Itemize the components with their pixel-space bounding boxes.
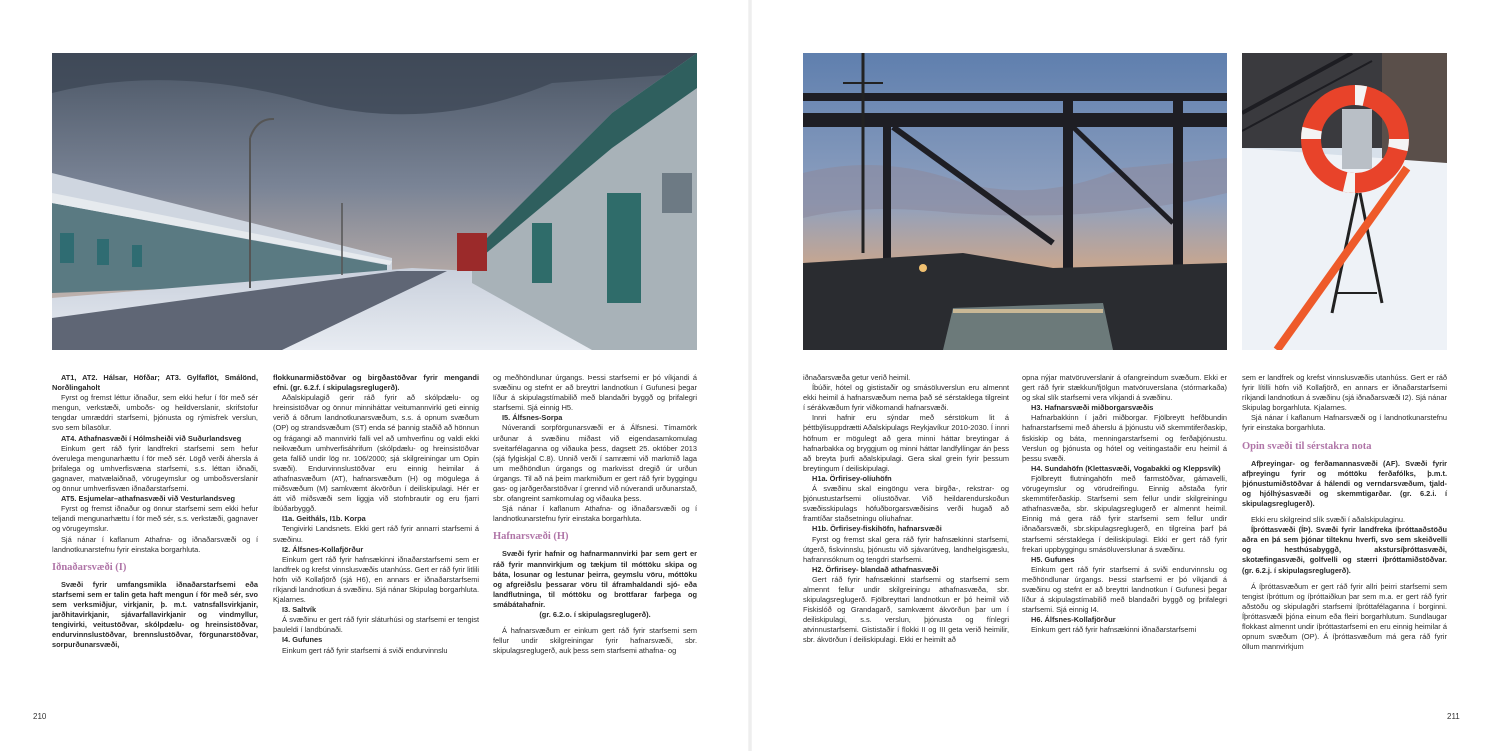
paragraph: Ekki eru skilgreind slík svæði í aðalskipulaginu. [1251,515,1406,525]
right-column-3 [1242,373,1447,652]
paragraph: Einkum gert ráð fyrir starfsemi á sviði endurvinnslu og meðhöndlunar úrgangs. Þessi starfsemi er þó víkjandi á svæðinu og stefnt er að breyttri landnotkun í Gufunesi þegar líður á skipulagstímabilið með blandaðri byggð og þrifalegri starfsemi. Sjá einnig I4. [1022,564,1227,615]
heading-h4: H4. Sundahöfn (Klettasvæði, Vogabakki og Kleppsvík) [1031,463,1221,473]
paragraph: sem er landfrek og krefst vinnslusvæðis utanhúss. Gert er ráð fyrir lítilli höfn við Kollafjörð, en annars er iðnaðarstarfsemi ríkjandi landnotkun á svæðinu (sjá iðnaðarsvæði I2). Sjá nánar Skipulag borgarhluta. Kjalarnes. [1242,373,1447,413]
paragraph: Fyrst og fremst iðnaður og önnur starfsemi sem ekki hefur teljandi mengunarhættu í för með sér, s.s. verkstæði, gagnaver og vörugeymslur. [52,504,258,534]
heading-i2: I2. Álfsnes-Kollafjörður [282,544,364,554]
paragraph: og meðhöndlunar úrgangs. Þessi starfsemi er þó víkjandi á svæðinu og stefnt er að breyttri landnotkun í Gufunesi þegar líður á skipulagstímabilið með blandaðri byggð og þrifalegri starfsemi. Sjá einnig H5. [493,373,697,413]
bold-definition: Svæði fyrir umfangsmikla iðnaðarstarfsemi eða starfsemi sem er talin geta haft mengun í för með sér, svo sem verksmiðjur, virkjanir, þ. m.t. vatnsfallsvirkjanir, jarðhitavirkjanir, sjávarfallavirkjanir og vindmyllur, tengivirki, veitustöðvar, skólpdælu- og hreinsistöðvar, endurvinnslustöðvar, brennslustöðvar, förgunarstöðvar, sorpurðunarsvæði, [52,579,258,650]
paragraph: Sjá nánar í kaflanum Athafna- og iðnaðarsvæði og í landnotkunarstefnu fyrir einstaka borgarhluta. [493,504,697,524]
heading-at4: AT4. Athafnasvæði í Hólmsheiði við Suðurlandsveg [61,433,242,443]
paragraph: Sjá nánar í kaflanum Athafna- og iðnaðarsvæði og í landnotkunarstefnu fyrir einstaka borgarhluta. [52,534,258,554]
heading-at5: AT5. Esjumelar–athafnasvæði við Vesturlandsveg [61,494,236,504]
paragraph: Íbúðir, hótel og gististaðir og smásöluverslun eru almennt ekki heimil á hafnarsvæðum nema það sé sérstaklega tilgreint í sérákvæðum fyrir viðkomandi hafnarsvæði. [803,383,1009,413]
heading-i4: I4. Gufunes [282,635,323,645]
bold-definition-ith: Íþróttasvæði (ÍÞ). Svæði fyrir landfreka íþróttaaðstöðu aðra en þá sem þjónar tilteknu hverfi, svo sem skeiðvelli og hesthúsabyggð, akstursíþróttasvæði, skotæfingasvæði, golfvelli og stærri íþróttamiðstöðvar. (gr. 6.2.j. í skipulagsreglugerð). [1242,525,1447,575]
paragraph: Núverandi sorpförgunarsvæði er á Álfsnesi. Tímamörk urðunar á svæðinu miðast við eigendasamkomulag sveitarfélaganna og viðauka þess, dagsett 25. október 2013 (sjá fylgiskjal C.8). Unnið verði í samræmi við markmið laga um meðhöndlun úrgangs og markvisst dregið úr urðun úrgangs. Til að ná þeim markmiðum er gert ráð fyrir byggingu gas- og jarðgerðarstöðvar í grennd við núverandi urðunarstað, sbr. ofangreint samkomulag og viðauka þess. [493,423,697,504]
paragraph: Einkum gert ráð fyrir hafnsækinni iðnaðarstarfsemi [1031,625,1197,635]
page-number: 211 [1447,712,1460,721]
bold-definition: Svæði fyrir hafnir og hafnarmannvirki þar sem gert er ráð fyrir mannvirkjum og tækjum til móttöku skipa og báta, losunar og lestunar þeirra, geymslu vöru, móttöku og afgreiðslu þessarar vöru til áframhaldandi sjó- eða landflutninga, til móttöku og brottfarar farþega og smábátahafnir. [493,549,697,609]
heading-h3: H3. Hafnarsvæði miðborgarsvæðis [1031,403,1154,413]
paragraph: Einkum gert ráð fyrir starfsemi á sviði endurvinnslu [282,645,448,655]
bold-reference: (gr. 6.2.o. í skipulagsreglugerð). [539,609,651,619]
paragraph: Fyrst og fremst léttur iðnaður, sem ekki hefur í för með sér mengun, verkstæði, umboðs- og heildverslanir, skrifstofur tengdar umræddri starfsemi, þjónusta og rýmisfrek verslun, svo sem bílasölur. [52,393,258,433]
paragraph: Einkum gert ráð fyrir hafnsækinni iðnaðarstarfsemi sem er landfrek og krefst vinnslusvæðis utanhúss. Gert er ráð fyrir litlili höfn við Kollafjörð (sjá H6), en annars er iðnaðarstarfsemi ríkjandi landnotkun á svæðinu. Sjá nánar Skipulag borgarhluta. Kjalarnes. [273,554,479,605]
paragraph: Fjölbreytt flutningahöfn með farmstöðvar, gámavelli, vörugeymslur og vörudreifingu. Einnig aðstaða fyrir skemmtiferðaskip. Starfsemi sem fellur undir skilgreiningu athafnasvæða, sbr. skipulagsreglugerð er almennt heimil. Einnig má gera ráð fyrir starfsemi sem fellur undir iðnaðarsvæði, sbr.skipulagsreglugerð, en tilgreina þarf þá starfsemi sérstaklega í deiliskipulagi. Ekki er gert ráð fyrir frekari uppbyggingu smásöluverslunar á svæðinu. [1022,473,1227,554]
left-column-2 [273,373,479,656]
paragraph: Tengivirki Landsnets. Ekki gert ráð fyrir annarri starfsemi á svæðinu. [273,524,479,544]
paragraph: Aðalskipulagið gerir ráð fyrir að skólpdælu- og hreinsistöðvar og önnur minniháttar veitumannvirki geti einnig verið á öðrum landnotkunarsvæðum, s.s. á opnum svæðum (OP) og strandsvæðum (ST) enda sé þannig staðið að hönnun og frágangi að mannvirki falli vel að umhverfinu og valdi ekki neikvæðum umhverfisáhrifum (skólpdælu- og hreinsistöðvar geta fallið undir lög nr. 106/2000; sjá skilgreiningar um Opin svæði). Endurvinnslustöðvar eru einnig heimilar á athafnasvæðum (AT), hafnarsvæðum (H) og mögulega á miðsvæðum (M) samkvæmt ákvörðun í deiliskipulagi. Hér er átt við miðsvæði sem liggja við stofnbrautir og eru fjarri íbúðarbyggð. [273,393,479,514]
paragraph: opna nýjar matvöruverslanir á ofangreindum svæðum. Ekki er gert ráð fyrir stækkun/fjölgun matvöruverslana (stórmarkaða) og skal slík starfsemi vera víkjandi á svæðinu. [1022,373,1227,403]
paragraph: Innri hafnir eru sýndar með sérstökum lit á þéttbýlisuppdrætti Aðalskipulags Reykjavíkur 2010-2030. Í innri höfnum er mögulegt að gera minni háttar breytingar á hafnarbakka og bryggjum og minni háttar landfyllingar án þess að breyta þurfi aðalskipulagi. Gera skal grein fyrir þessum breytingum í deiliskipulagi. [803,413,1009,473]
heading-h1b: H1b. Örfirisey-fiskihöfn, hafnarsvæði [812,524,942,534]
photo-harbor-crane-sunset [803,53,1227,350]
paragraph: Á hafnarsvæðum er einkum gert ráð fyrir starfsemi sem fellur undir skilgreiningar fyrir hafnarsvæði, sbr. skipulagsreglugerð, auk þess sem starfsemi athafna- og [493,626,697,656]
right-page [750,0,1500,751]
paragraph: Hafnarbakkinn í jaðri miðborgar. Fjölbreytt hefðbundin hafnarstarfsemi með áherslu á þjónustu við skemmtiferðaskip, fiskiskip og báta, menningarstarfsemi og ferðaþjónustu. Verslun og þjónusta og hótel og veitingastaðir eru heimil á þessu svæði. [1022,413,1227,463]
paragraph: Einkum gert ráð fyrir landfrekri starfsemi sem hefur óverulega mengunarhættu í för með sér. Lögð verði áhersla á þrifalega og umhverfisvæna starfsemi, s.s. léttan iðnaði, gagnaver, matvælaiðnað, vörugeymslur og umboðsverslanir og önnur umhverfisvæn iðnaðarstarfsemi. [52,443,258,494]
left-column-3 [493,373,697,656]
left-column-1 [52,373,258,650]
paragraph: Á íþróttasvæðum er gert ráð fyrir allri þeirri starfsemi sem tengist íþróttum og íþróttaiðkun þar sem m.a. er gert ráð fyrir aðstöðu og skipulagðri starfsemi íþróttafélaganna í borginni. Íþróttasvæði þjóna einum eða fleiri borgarhlutum. Sundlaugar flokkast almennt undir íþróttastarfsemi en eru einnig heimilar á opnum svæðum (OP). Á íþróttasvæðum má gera ráð fyrir öllum mannvirkjum [1242,581,1447,652]
heading-i3: I3. Saltvík [282,605,317,615]
paragraph: Á svæðinu skal eingöngu vera birgða-, rekstrar- og þjónustustarfsemi olíustöðvar. Við heildarendurskoðun svæðisskipulags höfuðborgarsvæðisins verði hugað að framtíðar staðsetningu olíuhafnar. [803,484,1009,524]
paragraph: Fyrst og fremst skal gera ráð fyrir hafnsækinni starfsemi, útgerð, fiskvinnslu, þjónustu við sjávarútveg, landhelgisgæslu, hafrannsóknum og tengdri starfsemi. [803,534,1009,564]
bold-definition-continued: flokkunarmiðstöðvar og birgðastöðvar fyrir mengandi efni. (gr. 6.2.f. í skipulagsreglugerð). [273,373,479,393]
paragraph: Á svæðinu er gert ráð fyrir sláturhúsi og starfsemi er tengist þauleldi í landbúnaði. [273,615,479,635]
heading-h2: H2. Örfirisey- blandað athafnasvæði [812,564,939,574]
page-number: 210 [33,712,47,721]
heading-h1a: H1a. Örfirisey-olíuhöfn [812,473,892,483]
heading-h6: H6. Álfsnes-Kollafjörður [1031,615,1116,625]
paragraph: Gert ráð fyrir hafnsækinni starfsemi og starfsemi sem almennt fellur undir skilgreiningu athafnasvæða, sbr. skipulagsreglugerð. Fjölbreyttari landnotkun er þó heimil við Fiskislóð og Grandagarð, samkvæmt ákvörðun þar um í deiliskipulagi, s.s. verslun, þjónusta og fínlegri atvinnustarfsemi. Gististaðir í flokki II og III geta verið heimilir, sbr. ákvörðun í deiliskipulagi. Ekki er heimilt að [803,574,1009,645]
section-heading-idnadarsvaedi: Iðnaðarsvæði (I) [52,561,127,573]
photo-lifebuoy-in-snow [1242,53,1447,350]
section-heading-hafnarsvaedi: Hafnarsvæði (H) [493,531,569,543]
section-heading-opin-svaedi: Opin svæði til sérstakra nota [1242,440,1372,452]
heading-h5: H5. Gufunes [1031,554,1075,564]
heading-i1: I1a. Geitháls, I1b. Korpa [282,514,366,524]
right-column-2 [1022,373,1227,635]
bold-definition-af: Afþreyingar- og ferðamannasvæði (AF). Svæði fyrir afþreyingu fyrir og móttöku ferðafólks, þ.m.t. þjónustumiðstöðvar á hálendi og verndarsvæðum, tjald- og hjólhýsasvæði og skemmtigarðar. (gr. 6.2.i. í skipulagsreglugerð). [1242,458,1447,508]
paragraph: Sjá nánar í kaflanum Hafnarsvæði og í landnotkunarstefnu fyrir einstaka borgarhluta. [1242,413,1447,433]
heading-at1-at3: AT1, AT2. Hálsar, Höfðar; AT3. Gylfaflöt, Smálönd, Norðlingaholt [52,373,258,393]
paragraph: iðnaðarsvæða getur verið heimil. [803,373,911,382]
right-column-1 [803,373,1009,646]
photo-snowy-industrial-street [52,53,697,350]
heading-i5: I5. Álfsnes-Sorpa [502,413,563,423]
